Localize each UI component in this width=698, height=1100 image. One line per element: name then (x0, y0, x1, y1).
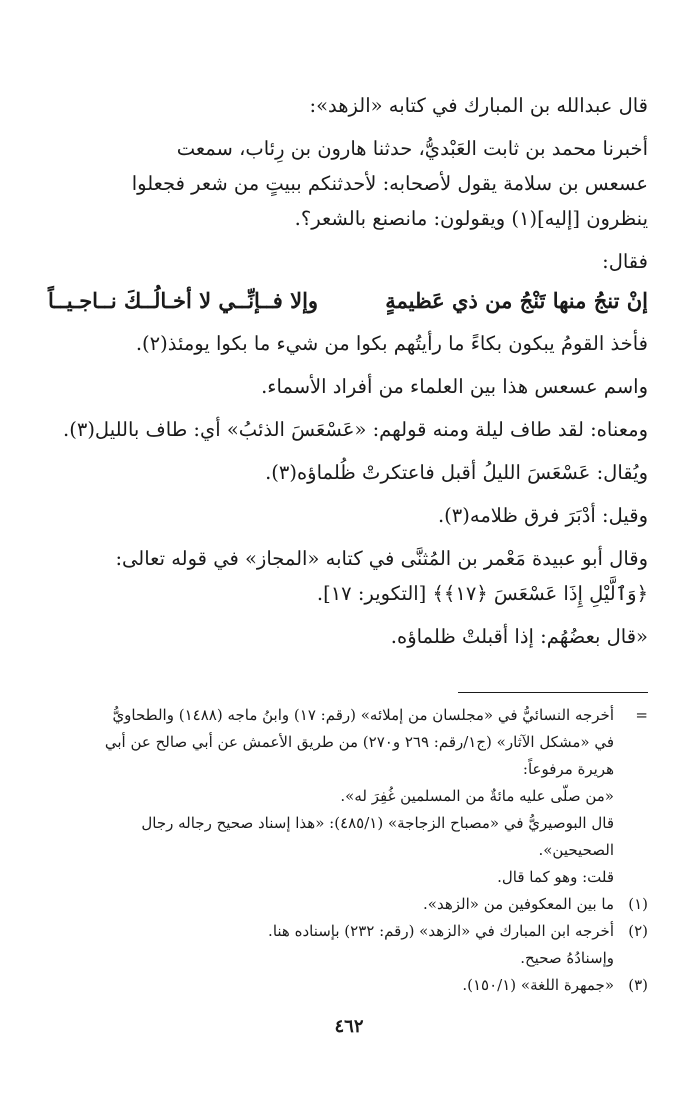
text-line: ويُقال: عَسْعَسَ الليلُ أقبل فاعتكرتْ ظُلماؤه(٣). (265, 461, 648, 484)
text-line: ينظرون [إليه](١) ويقولون: مانصنع بالشعر؟. (294, 207, 648, 230)
footnote-item (48, 972, 648, 999)
verse-first-hemistich: إنْ تنجُ منها تَنْجُ من ذي عَظيمةٍ (385, 288, 648, 313)
text-line: قال عبدالله بن المبارك في كتابه «الزهد»: (309, 94, 648, 117)
footnote-number: (٣) (628, 976, 648, 994)
footnote-line: الصحيحين». (538, 841, 614, 859)
text-line: وقال أبو عبيدة مَعْمر بن المُثنَّى في كتابه «المجاز» في قوله تعالى: (115, 547, 648, 570)
footnote-line: قلت: وهو كما قال. (497, 868, 614, 886)
footnote-text (48, 891, 614, 918)
page-number: ٤٦٢ (334, 1016, 364, 1037)
text-line: عسعس بن سلامة يقول لأصحابه: لأحدثنكم ببيتٍ من شعر فجعلوا (131, 172, 648, 195)
text-line: ومعناه: لقد طاف ليلة ومنه قولهم: «عَسْعَسَ الذئبُ» أي: طاف بالليل(٣). (63, 418, 648, 441)
main-text (48, 88, 648, 654)
footnote-line: «جمهرة اللغة» (١٥٠/١). (462, 976, 614, 994)
footnotes (48, 702, 648, 999)
footnote-text (48, 702, 614, 891)
footnote-line: أخرجه النسائيُّ في «مجلسان من إملائه» (رقم: ١٧) وابنُ ماجه (١٤٨٨) والطحاويُّ (112, 706, 614, 724)
text-line: فأخذ القومُ يبكون بكاءً ما رأيتُهم بكوا من شيء ما بكوا يومئذ(٢). (135, 332, 648, 355)
footnote-line: ما بين المعكوفين من «الزهد». (423, 895, 614, 913)
verse-second-hemistich: وإلا فــإنِّــي لا أخـالُــكَ نــاجـيــاً (48, 288, 319, 313)
footnote-line: أخرجه ابن المبارك في «الزهد» (رقم: ٢٣٢) بإسناده هنا. (268, 922, 614, 940)
footnote-line: هريرة مرفوعاً: (522, 760, 614, 778)
quran-verse-line: ﴿وَٱلَّيْلِ إِذَا عَسْعَسَ ﴿١٧﴾﴾ [التكوير: ١٧]. (316, 582, 648, 605)
footnote-line: قال البوصيريُّ في «مصباح الزجاجة» (٤٨٥/١): «هذا إسناد صحيح رجاله رجال (141, 814, 614, 832)
continuation-marker: = (635, 706, 648, 724)
text-line: «قال بعضُهُم: إذا أقبلتْ ظلماؤه. (390, 625, 648, 648)
footnote-line: في «مشكل الآثار» (ج١/رقم: ٢٦٩ و٢٧٠) من طريق الأعمش عن أبي صالح عن أبي (104, 733, 614, 751)
footnote-text (48, 918, 614, 972)
footnote-continuation (48, 702, 648, 891)
text-line: أخبرنا محمد بن ثابت العَبْديُّ، حدثنا هارون بن رِئاب، سمعت (176, 137, 648, 160)
footnote-item (48, 918, 648, 972)
footnote-line: «من صلّى عليه مائةٌ من المسلمين غُفِرَ له». (340, 787, 614, 805)
footnote-separator (458, 692, 648, 693)
poetry-verse (48, 283, 648, 318)
footnote-number: (١) (628, 895, 648, 913)
text-line: واسم عسعس هذا بين العلماء من أفراد الأسماء. (261, 375, 648, 398)
footnote-line: وإسنادُهُ صحيح. (520, 949, 614, 967)
text-line: وقيل: أدْبَرَ فرق ظلامه(٣). (437, 504, 648, 527)
footnote-text (48, 972, 614, 999)
footnote-item (48, 891, 648, 918)
text-line: فقال: (602, 250, 648, 273)
footnote-number: (٢) (628, 922, 648, 940)
